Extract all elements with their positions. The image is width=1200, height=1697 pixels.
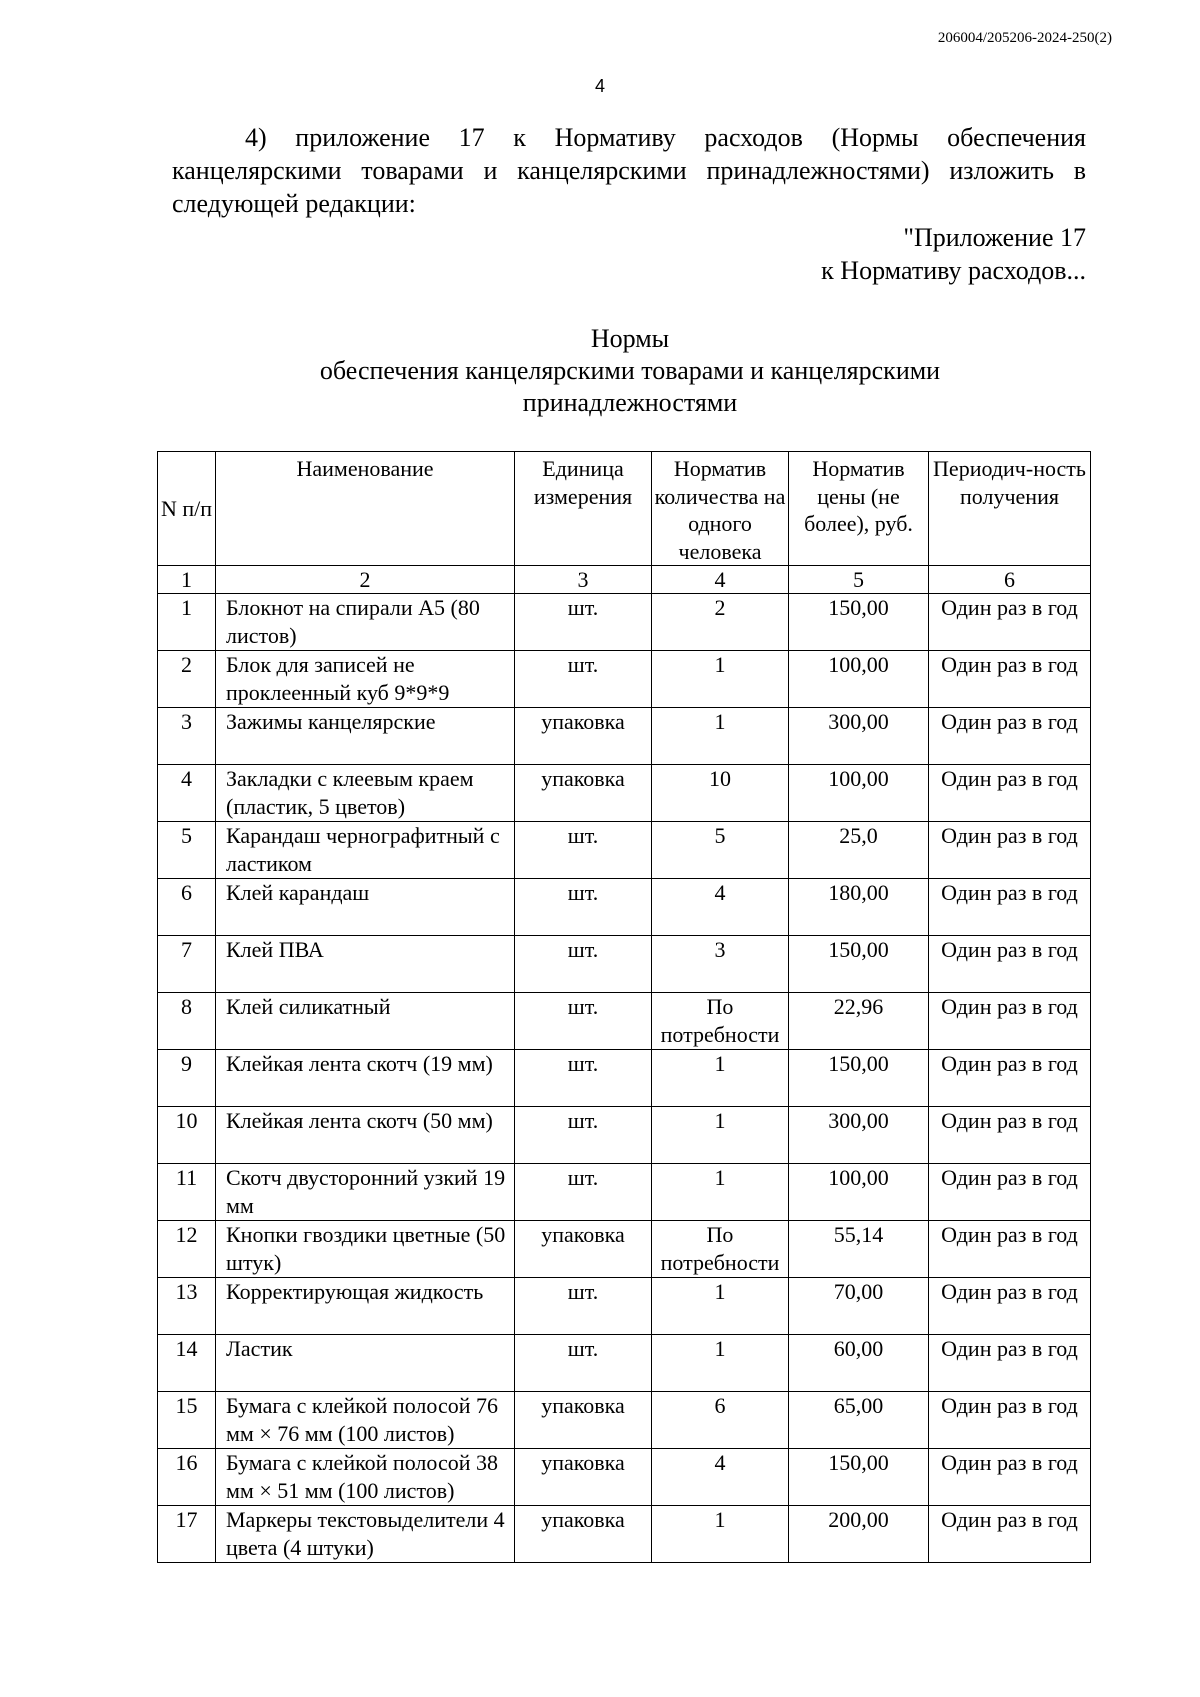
intro-paragraph: 4) приложение 17 к Нормативу расходов (Нормы обеспечения канцелярскими товарами и канцелярскими принадлежностями) изложить в следующей редакции: xyxy=(172,123,1086,218)
cell-name: Кнопки гвоздики цветные (50 штук) xyxy=(216,1221,515,1278)
cell-name: Маркеры текстовыделители 4 цвета (4 штуки) xyxy=(216,1506,515,1563)
cell-qty: 1 xyxy=(652,1335,789,1392)
norms-table xyxy=(157,451,1091,1563)
cell-name: Скотч двусторонний узкий 19 мм xyxy=(216,1164,515,1221)
cell-period: Один раз в год xyxy=(929,879,1091,936)
cell-num: 9 xyxy=(158,1050,216,1107)
table-row xyxy=(158,1164,1091,1221)
cell-period: Один раз в год xyxy=(929,936,1091,993)
table-row xyxy=(158,708,1091,765)
table-row xyxy=(158,1392,1091,1449)
cell-num: 1 xyxy=(158,594,216,651)
column-number: 2 xyxy=(216,566,515,594)
cell-period: Один раз в год xyxy=(929,1449,1091,1506)
table-row xyxy=(158,993,1091,1050)
cell-name: Карандаш чернографитный с ластиком xyxy=(216,822,515,879)
header-qty: Норматив количества на одного человека xyxy=(652,452,789,566)
cell-qty: 1 xyxy=(652,1050,789,1107)
table-row xyxy=(158,1278,1091,1335)
cell-unit: упаковка xyxy=(515,1449,652,1506)
table-row xyxy=(158,879,1091,936)
cell-unit: упаковка xyxy=(515,708,652,765)
cell-qty: 1 xyxy=(652,651,789,708)
column-numbers-row xyxy=(158,566,1091,594)
cell-num: 15 xyxy=(158,1392,216,1449)
column-number: 5 xyxy=(789,566,929,594)
cell-period: Один раз в год xyxy=(929,594,1091,651)
cell-period: Один раз в год xyxy=(929,1164,1091,1221)
cell-price: 25,0 xyxy=(789,822,929,879)
table-heading xyxy=(0,323,1200,419)
page-number: 4 xyxy=(594,76,605,96)
cell-name: Бумага с клейкой полосой 38 мм × 51 мм (100 листов) xyxy=(216,1449,515,1506)
cell-qty: 1 xyxy=(652,1278,789,1335)
cell-qty: 4 xyxy=(652,879,789,936)
cell-price: 300,00 xyxy=(789,708,929,765)
cell-price: 100,00 xyxy=(789,1164,929,1221)
cell-price: 300,00 xyxy=(789,1107,929,1164)
table-row xyxy=(158,765,1091,822)
cell-period: Один раз в год xyxy=(929,708,1091,765)
table-row xyxy=(158,594,1091,651)
cell-period: Один раз в год xyxy=(929,1335,1091,1392)
cell-period: Один раз в год xyxy=(929,651,1091,708)
cell-unit: шт. xyxy=(515,936,652,993)
table-header-row xyxy=(158,452,1091,566)
cell-price: 150,00 xyxy=(789,1050,929,1107)
cell-price: 200,00 xyxy=(789,1506,929,1563)
cell-unit: упаковка xyxy=(515,1506,652,1563)
cell-price: 22,96 xyxy=(789,993,929,1050)
cell-name: Бумага с клейкой полосой 76 мм × 76 мм (100 листов) xyxy=(216,1392,515,1449)
table-row xyxy=(158,936,1091,993)
cell-unit: шт. xyxy=(515,1278,652,1335)
cell-price: 65,00 xyxy=(789,1392,929,1449)
cell-name: Ластик xyxy=(216,1335,515,1392)
table-row xyxy=(158,1335,1091,1392)
column-number: 4 xyxy=(652,566,789,594)
cell-name: Блок для записей не проклеенный куб 9*9*9 xyxy=(216,651,515,708)
cell-num: 7 xyxy=(158,936,216,993)
cell-name: Зажимы канцелярские xyxy=(216,708,515,765)
heading-line-1: Нормы xyxy=(590,324,670,353)
document-id: 206004/205206-2024-250(2) xyxy=(937,30,1112,46)
cell-name: Клей ПВА xyxy=(216,936,515,993)
table-row xyxy=(158,1221,1091,1278)
header-unit: Единица измерения xyxy=(515,452,652,566)
cell-unit: шт. xyxy=(515,1164,652,1221)
appendix-reference xyxy=(821,221,1086,287)
cell-qty: 5 xyxy=(652,822,789,879)
cell-name: Корректирующая жидкость xyxy=(216,1278,515,1335)
table-row xyxy=(158,1506,1091,1563)
cell-price: 150,00 xyxy=(789,1449,929,1506)
cell-name: Блокнот на спирали А5 (80 листов) xyxy=(216,594,515,651)
cell-num: 5 xyxy=(158,822,216,879)
cell-name: Клей силикатный xyxy=(216,993,515,1050)
table-row xyxy=(158,822,1091,879)
cell-qty: 2 xyxy=(652,594,789,651)
table-row xyxy=(158,651,1091,708)
cell-period: Один раз в год xyxy=(929,1392,1091,1449)
cell-unit: шт. xyxy=(515,651,652,708)
cell-qty: 4 xyxy=(652,1449,789,1506)
appendix-ref-line-2: к Нормативу расходов... xyxy=(821,256,1086,285)
cell-num: 3 xyxy=(158,708,216,765)
cell-name: Закладки с клеевым краем (пластик, 5 цветов) xyxy=(216,765,515,822)
cell-num: 13 xyxy=(158,1278,216,1335)
cell-unit: шт. xyxy=(515,594,652,651)
appendix-ref-line-1: "Приложение 17 xyxy=(903,223,1086,252)
table-row xyxy=(158,1449,1091,1506)
cell-period: Один раз в год xyxy=(929,1221,1091,1278)
header-num: N п/п xyxy=(158,452,216,566)
cell-unit: шт. xyxy=(515,993,652,1050)
cell-num: 11 xyxy=(158,1164,216,1221)
cell-num: 17 xyxy=(158,1506,216,1563)
cell-unit: шт. xyxy=(515,1107,652,1164)
cell-qty: 6 xyxy=(652,1392,789,1449)
cell-unit: упаковка xyxy=(515,1221,652,1278)
cell-num: 16 xyxy=(158,1449,216,1506)
cell-num: 10 xyxy=(158,1107,216,1164)
cell-period: Один раз в год xyxy=(929,1506,1091,1563)
cell-num: 6 xyxy=(158,879,216,936)
cell-num: 2 xyxy=(158,651,216,708)
heading-line-2: обеспечения канцелярскими товарами и канцелярскими xyxy=(319,356,941,385)
cell-qty: 1 xyxy=(652,1107,789,1164)
cell-qty: По потребности xyxy=(652,1221,789,1278)
cell-num: 4 xyxy=(158,765,216,822)
cell-name: Клей карандаш xyxy=(216,879,515,936)
cell-num: 14 xyxy=(158,1335,216,1392)
cell-period: Один раз в год xyxy=(929,1050,1091,1107)
cell-price: 150,00 xyxy=(789,936,929,993)
cell-period: Один раз в год xyxy=(929,993,1091,1050)
header-period: Периодич-ность получения xyxy=(929,452,1091,566)
cell-price: 60,00 xyxy=(789,1335,929,1392)
cell-price: 100,00 xyxy=(789,765,929,822)
cell-period: Один раз в год xyxy=(929,765,1091,822)
cell-price: 70,00 xyxy=(789,1278,929,1335)
cell-price: 55,14 xyxy=(789,1221,929,1278)
cell-name: Клейкая лента скотч (50 мм) xyxy=(216,1107,515,1164)
cell-price: 150,00 xyxy=(789,594,929,651)
header-price: Норматив цены (не более), руб. xyxy=(789,452,929,566)
cell-qty: 1 xyxy=(652,1506,789,1563)
cell-unit: шт. xyxy=(515,1050,652,1107)
cell-qty: По потребности xyxy=(652,993,789,1050)
table-row xyxy=(158,1107,1091,1164)
cell-unit: шт. xyxy=(515,822,652,879)
header-name: Наименование xyxy=(216,452,515,566)
column-number: 1 xyxy=(158,566,216,594)
cell-unit: шт. xyxy=(515,1335,652,1392)
cell-qty: 3 xyxy=(652,936,789,993)
cell-period: Один раз в год xyxy=(929,1107,1091,1164)
cell-num: 8 xyxy=(158,993,216,1050)
cell-price: 180,00 xyxy=(789,879,929,936)
column-number: 3 xyxy=(515,566,652,594)
cell-period: Один раз в год xyxy=(929,822,1091,879)
cell-price: 100,00 xyxy=(789,651,929,708)
cell-qty: 10 xyxy=(652,765,789,822)
cell-period: Один раз в год xyxy=(929,1278,1091,1335)
table-row xyxy=(158,1050,1091,1107)
heading-line-3: принадлежностями xyxy=(522,388,738,417)
column-number: 6 xyxy=(929,566,1091,594)
cell-unit: шт. xyxy=(515,879,652,936)
cell-unit: упаковка xyxy=(515,1392,652,1449)
cell-name: Клейкая лента скотч (19 мм) xyxy=(216,1050,515,1107)
cell-num: 12 xyxy=(158,1221,216,1278)
cell-qty: 1 xyxy=(652,708,789,765)
cell-unit: упаковка xyxy=(515,765,652,822)
cell-qty: 1 xyxy=(652,1164,789,1221)
